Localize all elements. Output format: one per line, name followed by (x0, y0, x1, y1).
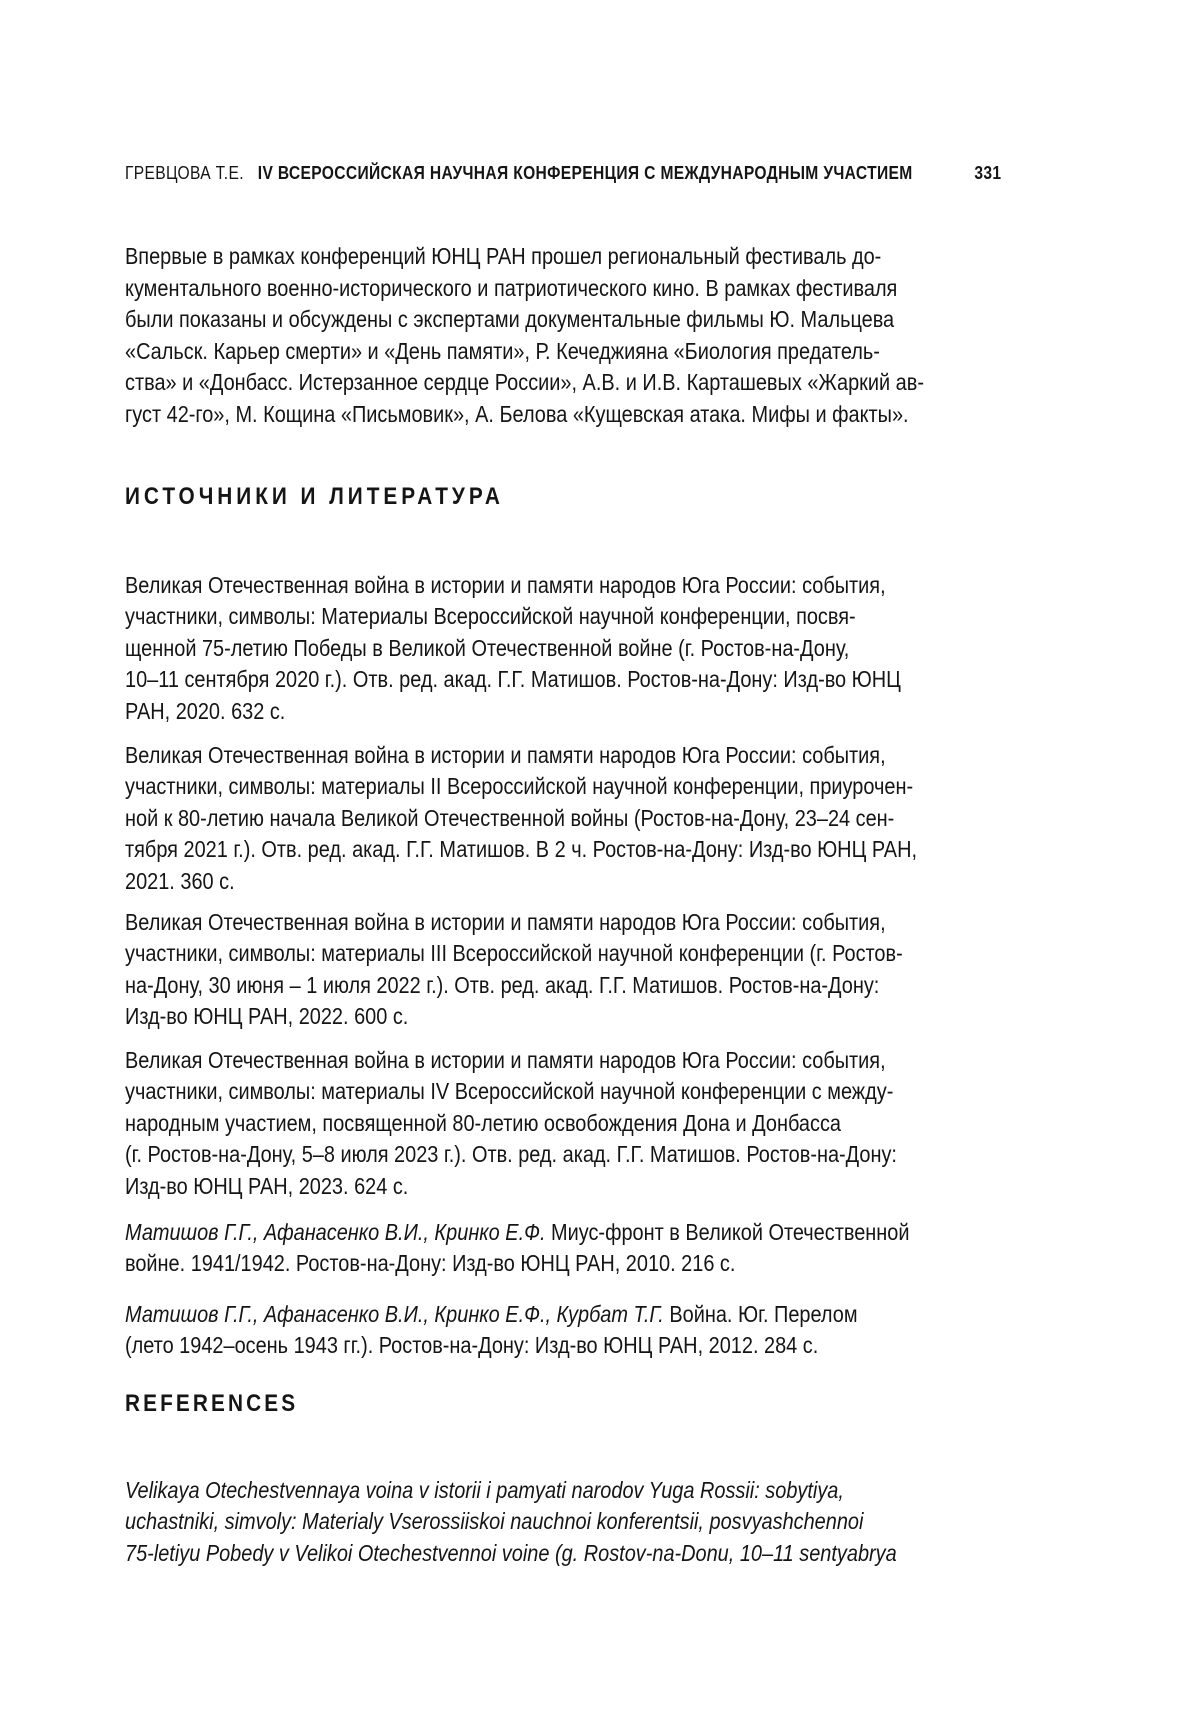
entry-text: Миус-фронт в Великой Отечественной войне. 1941/1942. Ростов-на-Дону: Изд-во ЮНЦ РАН, 2010. 216 с. (125, 1218, 910, 1276)
entry-text: Великая Отечественная война в истории и памяти народов Юга России: события, участники, символы: материалы III Всероссийской научной конференции (г. Ростов- на-Дону, 30 июня – 1 июля 2022 г.). Отв. ред. акад. Г.Г. Матишов. Ростов-на-Дону: Изд-во ЮНЦ РАН, 2022. 600 с. (125, 908, 903, 1029)
header-author: ГРЕВЦОВА Т.Е. (125, 163, 244, 183)
sources-heading: ИСТОЧНИКИ И ЛИТЕРАТУРА (125, 483, 504, 510)
references-entry (125, 1443, 1001, 1569)
entry-authors: Матишов Г.Г., Афанасенко В.И., Кринко Е.Ф., Курбат Т.Г. (125, 1300, 664, 1327)
intro-paragraph: Впервые в рамках конференций ЮНЦ РАН прошел региональный фестиваль до- кументального военно-исторического и патриотического кино. В рамках фестиваля были показаны и обсуждены с экспертами документальные фильмы Ю. Мальцева «Сальск. Карьер смерти» и «День памяти», Р. Кечеджияна «Биология предатель- ства» и «Донбасс. Истерзанное сердце России», А.В. и И.В. Карташевых «Жаркий ав- густ 42-го», М. Кощина «Письмовик», А. Белова «Кущевская атака. Мифы и факты». (125, 243, 924, 427)
entry-authors: Матишов Г.Г., Афанасенко В.И., Кринко Е.Ф. (125, 1218, 546, 1245)
bibliography-entry (125, 538, 1001, 727)
header-title: IV ВСЕРОССИЙСКАЯ НАУЧНАЯ КОНФЕРЕНЦИЯ С МЕЖДУНАРОДНЫМ УЧАСТИЕМ (257, 163, 913, 183)
entry-text: Великая Отечественная война в истории и памяти народов Юга России: события, участники, символы: материалы IV Всероссийской научной конференции с между- народным участием, посвященной 80-летию освобождения Дона и Донбасса (г. Ростов-на-Дону, 5–8 июля 2023 г.). Отв. ред. акад. Г.Г. Матишов. Ростов-на-Дону: Изд-во ЮНЦ РАН, 2023. 624 с. (125, 1046, 897, 1199)
bibliography-entry (125, 1013, 1001, 1202)
bibliography-entry (125, 875, 1001, 1033)
header-page-number: 331 (974, 163, 1002, 183)
bibliography-entry (125, 1185, 1001, 1280)
bibliography-entry (125, 708, 1001, 897)
entry-text: Война. Юг. Перелом (лето 1942–осень 1943 гг.). Ростов-на-Дону: Изд-во ЮНЦ РАН, 2012. 284 с. (125, 1300, 858, 1358)
entry-text: Великая Отечественная война в истории и памяти народов Юга России: события, участники, символы: материалы II Всероссийской научной конференции, приурочен- ной к 80-летию начала Великой Отечественной войны (Ростов-на-Дону, 23–24 сен- тября 2021 г.). Отв. ред. акад. Г.Г. Матишов. В 2 ч. Ростов-на-Дону: Изд-во ЮНЦ РАН, 2021. 360 с. (125, 741, 917, 894)
entry-text: Velikaya Otechestvennaya voina v istorii i pamyati narodov Yuga Rossii: sobytiya, uchastniki, simvoly: Materialy Vserossiiskoi nauchnoi konferentsii, posvyashchennoi 75-letiyu Pobedy v Velikoi Otechestvennoi voine (g. Rostov-na-Donu, 10–11 sentyabrya (125, 1476, 897, 1566)
bibliography-entry (125, 1267, 1001, 1362)
running-header (125, 163, 1001, 184)
entry-text: Великая Отечественная война в истории и памяти народов Юга России: события, участники, символы: Материалы Всероссийской научной конференции, посвя- щенной 75-летию Победы в Великой Отечественной войне (г. Ростов-на-Дону, 10–11 сентября 2020 г.). Отв. ред. акад. Г.Г. Матишов. Ростов-на-Дону: Изд-во ЮНЦ РАН, 2020. 632 с. (125, 571, 901, 724)
references-heading: REFERENCES (125, 1390, 299, 1417)
